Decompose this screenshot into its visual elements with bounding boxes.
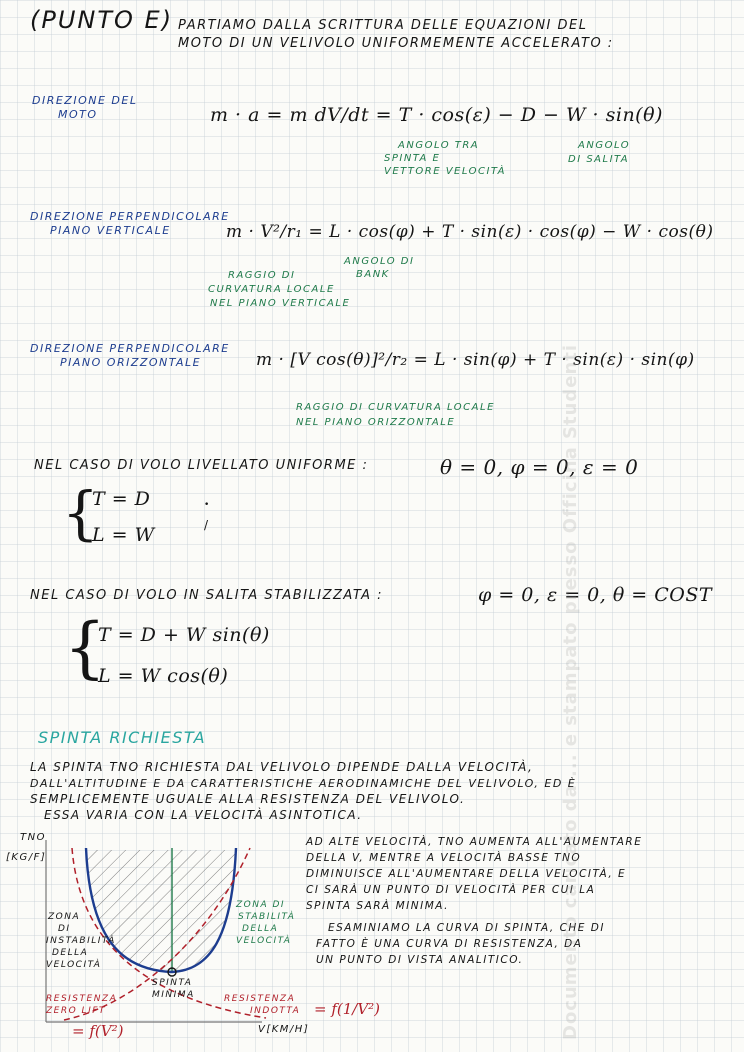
hatch-right-region	[172, 850, 236, 972]
stray-dot: •	[204, 500, 210, 510]
left-zone-line2: DI	[58, 924, 71, 934]
climb-brace: {	[64, 609, 106, 686]
climb-sys2: L = W cos(θ)	[98, 665, 229, 687]
climb-conditions: φ = 0, ε = 0, θ = COST	[478, 584, 713, 606]
eq2-ann-r-line3: NEL PIANO VERTICALE	[210, 298, 351, 309]
header-title-line1: PARTIAMO DALLA SCRITTURA DELLE EQUAZIONI DEL	[178, 18, 588, 33]
eq3-ann-line1: RAGGIO DI CURVATURA LOCALE	[296, 402, 495, 413]
eq3-formula: m · [V cos(θ)]²/r₂ = L · sin(φ) + T · sin(ε) · sin(φ)	[256, 350, 695, 370]
min-thrust-line1: SPINTA	[152, 978, 193, 988]
eq3-label-line1: DIREZIONE PERPENDICOLARE	[30, 342, 230, 355]
section-para-line4: ESSA VARIA CON LA VELOCITÀ ASINTOTICA.	[44, 808, 363, 822]
section-tag: (PUNTO E)	[30, 6, 174, 34]
res-ind-eq: = f(1/V²)	[314, 1000, 381, 1018]
note2-line1: ESAMINIAMO LA CURVA DI SPINTA, CHE DI	[328, 922, 605, 934]
stray-comma: /	[204, 518, 209, 532]
right-zone-line4: VELOCITÀ	[236, 936, 292, 946]
right-zone-line1: ZONA DI	[236, 900, 286, 910]
left-zone-line3: INSTABILITÀ	[46, 936, 116, 946]
climb-sys1: T = D + W sin(θ)	[98, 624, 270, 646]
eq1-label-line1: DIREZIONE DEL	[32, 94, 138, 107]
eq1-ann-theta-line2: DI SALITA	[568, 154, 630, 165]
level-brace: {	[62, 479, 99, 547]
note1-line5: SPINTA SARÀ MINIMA.	[306, 900, 449, 912]
level-conditions: θ = 0, φ = 0, ε = 0	[440, 455, 639, 479]
hatch-left-region	[86, 850, 172, 972]
eq1-ann-theta-line1: ANGOLO	[578, 140, 631, 151]
graph-y-axis-unit: [KG/F]	[6, 852, 47, 863]
header-title-line2: MOTO DI UN VELIVOLO UNIFORMEMENTE ACCELERATO :	[178, 36, 614, 51]
section-para-line1: LA SPINTA TNO RICHIESTA DAL VELIVOLO DIPENDE DALLA VELOCITÀ,	[30, 760, 534, 774]
left-zone-line4: DELLA	[52, 948, 89, 958]
res-ind-line1: RESISTENZA	[224, 994, 296, 1004]
section-title: SPINTA RICHIESTA	[38, 728, 207, 747]
section-para-line2: DALL'ALTITUDINE E DA CARATTERISTICHE AERODINAMICHE DEL VELIVOLO, ED È	[30, 777, 577, 790]
eq2-ann-phi-line2: BANK	[356, 269, 390, 280]
res-zero-line1: RESISTENZA	[46, 994, 118, 1004]
eq1-ann-eps-line3: VETTORE VELOCITÀ	[384, 166, 506, 177]
eq3-ann-line2: NEL PIANO ORIZZONTALE	[296, 417, 456, 428]
note2-line2: FATTO È UNA CURVA DI RESISTENZA, DA	[316, 938, 583, 950]
eq1-formula: m · a = m dV/dt = T · cos(ε) − D − W · sin(θ)	[210, 104, 663, 126]
eq2-ann-phi-line1: ANGOLO DI	[344, 256, 415, 267]
climb-text: NEL CASO DI VOLO IN SALITA STABILIZZATA :	[30, 588, 384, 603]
level-text: NEL CASO DI VOLO LIVELLATO UNIFORME :	[34, 458, 369, 473]
eq1-ann-eps-line1: ANGOLO TRA	[398, 140, 480, 151]
eq2-label-line1: DIREZIONE PERPENDICOLARE	[30, 210, 230, 223]
res-zero-line2: ZERO LIFT	[46, 1006, 106, 1016]
eq3-label-line2: PIANO ORIZZONTALE	[60, 356, 202, 369]
note2-line3: UN PUNTO DI VISTA ANALITICO.	[316, 954, 524, 966]
graph-y-axis-label: TNO	[20, 832, 46, 843]
eq2-formula: m · V²/r₁ = L · cos(φ) + T · sin(ε) · cos(φ) − W · cos(θ)	[226, 222, 714, 242]
eq1-label-line2: MOTO	[58, 108, 98, 121]
watermark: Documento caricato da ... e stampato presso Officina Studenti	[560, 343, 581, 1040]
left-zone-line1: ZONA	[48, 912, 81, 922]
left-zone-line5: VELOCITÀ	[46, 960, 102, 970]
graph-x-axis-label: V[KM/H]	[258, 1024, 310, 1035]
right-zone-line3: DELLA	[242, 924, 279, 934]
level-sys2: L = W	[92, 524, 155, 546]
section-para-line3: SEMPLICEMENTE UGUALE ALLA RESISTENZA DEL VELIVOLO.	[30, 792, 466, 806]
res-ind-line2: INDOTTA	[250, 1006, 301, 1016]
right-zone-line2: STABILITÀ	[238, 912, 296, 922]
eq2-ann-r-line1: RAGGIO DI	[228, 270, 296, 281]
eq1-ann-eps-line2: SPINTA E	[384, 153, 441, 164]
level-sys1: T = D	[92, 488, 151, 510]
note1-line2: DELLA V, MENTRE A VELOCITÀ BASSE TNO	[306, 852, 582, 864]
note1-line3: DIMINUISCE ALL'AUMENTARE DELLA VELOCITÀ, E	[306, 868, 627, 880]
note1-line4: CI SARÀ UN PUNTO DI VELOCITÀ PER CUI LA	[306, 884, 596, 896]
note1-line1: AD ALTE VELOCITÀ, TNO AUMENTA ALL'AUMENTARE	[306, 836, 643, 848]
eq2-label-line2: PIANO VERTICALE	[50, 224, 171, 237]
min-thrust-line2: MINIMA	[152, 990, 195, 1000]
res-zero-eq: = f(V²)	[72, 1022, 124, 1040]
eq2-ann-r-line2: CURVATURA LOCALE	[208, 284, 335, 295]
